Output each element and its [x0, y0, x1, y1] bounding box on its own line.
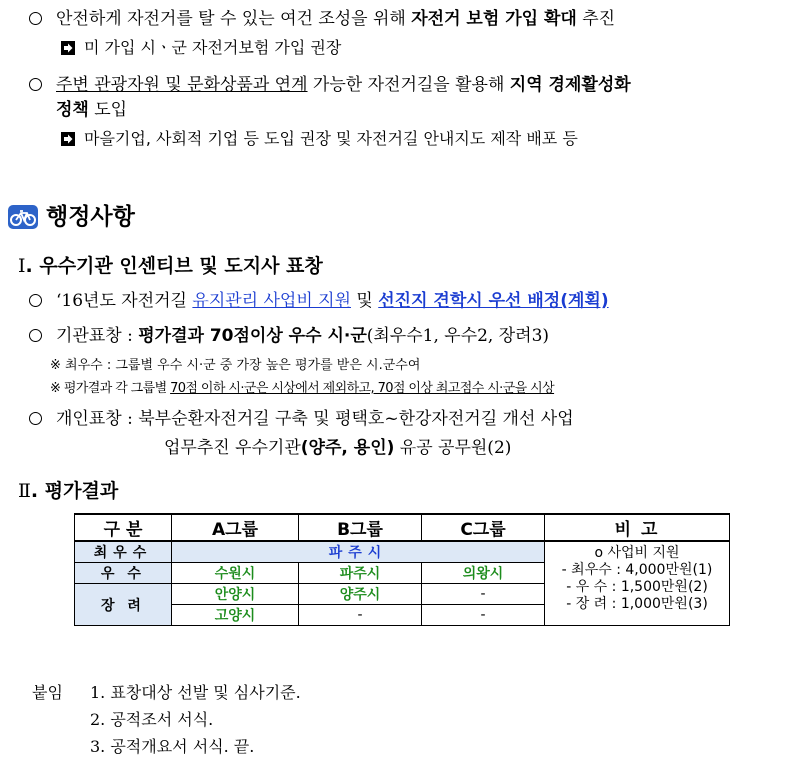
attachment-item: 2. 공적조서 서식.	[90, 710, 214, 729]
bullet-line	[56, 290, 609, 312]
note-line	[50, 380, 554, 398]
attachments-label: 붙임	[32, 683, 63, 702]
table-cell: 의왕시	[422, 563, 545, 584]
note-line: ※ 최우수 : 그룹별 우수 시·군 중 가장 높은 평가를 받은 시.군수여	[50, 358, 421, 373]
sub-text: 마을기업, 사회적 기업 등 도입 권장 및 자전거길 안내지도 제작 배포 등	[84, 129, 578, 148]
remark-line: - 최우수 : 4,000만원(1)	[561, 562, 713, 578]
remark-line: - 장 려 : 1,000만원(3)	[566, 596, 708, 612]
bullet-circle	[29, 12, 42, 25]
bullet-circle	[29, 412, 42, 425]
remark-line: o 사업비 지원	[594, 545, 680, 561]
table-cell: -	[299, 605, 422, 626]
bullet-line	[56, 408, 574, 430]
note-underlined: 70점 이하 시·군은 시상에서 제외하고, 70점 이상 최고점수 시·군을 시상	[170, 381, 555, 396]
sub-line	[84, 37, 341, 59]
bullet-circle	[29, 329, 42, 342]
item-text: 유공 공무원(2)	[394, 438, 512, 458]
table-header-row	[75, 514, 730, 541]
remarks-cell	[545, 541, 730, 626]
note-text: ※ 평가결과 각 그룹별	[50, 381, 171, 396]
item-text: 업무추진 우수기관	[164, 438, 301, 458]
item-line-2	[56, 99, 127, 121]
table-cell: 수원시	[172, 563, 299, 584]
results-table	[74, 513, 730, 626]
arrow-box-icon	[61, 41, 75, 55]
sub-line	[84, 128, 578, 150]
attachment-item: 1. 표창대상 선발 및 심사기준.	[90, 683, 301, 702]
table-cell: 파주시	[299, 563, 422, 584]
header-group-c: C그룹	[422, 514, 545, 541]
item-underlined: 주변 관광자원 및 문화상품과 연계	[56, 75, 308, 95]
part2-title	[18, 478, 118, 504]
item-text: 기관표창 :	[56, 326, 139, 346]
table-cell: -	[422, 584, 545, 605]
part1-title	[18, 253, 323, 279]
item-bold: 평가결과 70점이상 우수 시·군	[138, 326, 367, 346]
priority-link: 선진지 견학시 우선 배정(계획)	[378, 291, 609, 311]
support-link: 유지관리 사업비 지원	[192, 291, 351, 311]
item-bold: (양주, 용인)	[300, 438, 395, 458]
item-text: 가능한 자전거길을 활용해	[307, 75, 510, 95]
bullet-line	[56, 325, 549, 347]
item-line	[56, 74, 631, 96]
row-label-excellent: 우 수	[75, 563, 172, 584]
section-title: 행정사항	[46, 204, 135, 230]
item-line	[56, 8, 615, 30]
item-text: ‘16년도 자전거길	[56, 291, 193, 311]
part-title-text: . 우수기관 인센티브 및 도지사 표창	[25, 255, 323, 277]
bullet-circle	[29, 78, 42, 91]
table-cell: 고양시	[172, 605, 299, 626]
part-title-text: . 평가결과	[30, 480, 119, 502]
bicycle-icon	[8, 205, 38, 229]
item-bold: 자전거 보험 가입 확대	[411, 9, 577, 29]
remark-line: - 우 수 : 1,500만원(2)	[566, 579, 708, 595]
header-remarks: 비 고	[545, 514, 730, 541]
header-group-b: B그룹	[299, 514, 422, 541]
arrow-box-icon	[61, 132, 75, 146]
item-text: 안전하게 자전거를 탈 수 있는 여건 조성을 위해	[56, 9, 412, 29]
table-cell: 안양시	[172, 584, 299, 605]
bullet-line-2	[164, 437, 511, 459]
top-award-cell: 파주시	[172, 541, 545, 563]
item-text: 도입	[88, 100, 128, 120]
item-bold: 정책	[56, 100, 89, 120]
row-label-top: 최우수	[75, 541, 172, 563]
item-bold: 지역 경제활성화	[509, 75, 631, 95]
attachment-item: 3. 공적개요서 서식. 끝.	[90, 737, 255, 756]
table-row	[75, 541, 730, 563]
sub-text: 미 가입 시ㆍ군 자전거보험 가입 권장	[84, 38, 342, 57]
row-label-encourage: 장 려	[75, 584, 172, 626]
roman-numeral: Ⅱ	[18, 480, 31, 502]
header-group-a: A그룹	[172, 514, 299, 541]
bullet-circle	[29, 294, 42, 307]
header-category: 구 분	[75, 514, 172, 541]
table-cell: -	[422, 605, 545, 626]
item-text: (최우수1, 우수2, 장려3)	[366, 326, 550, 346]
item-text: 및	[351, 291, 379, 311]
item-text: 추진	[576, 9, 616, 29]
item-text: 개인표창 : 북부순환자전거길 구축 및 평택호~한강자전거길 개선 사업	[56, 409, 574, 429]
roman-numeral: Ⅰ	[18, 255, 26, 277]
table-cell: 양주시	[299, 584, 422, 605]
